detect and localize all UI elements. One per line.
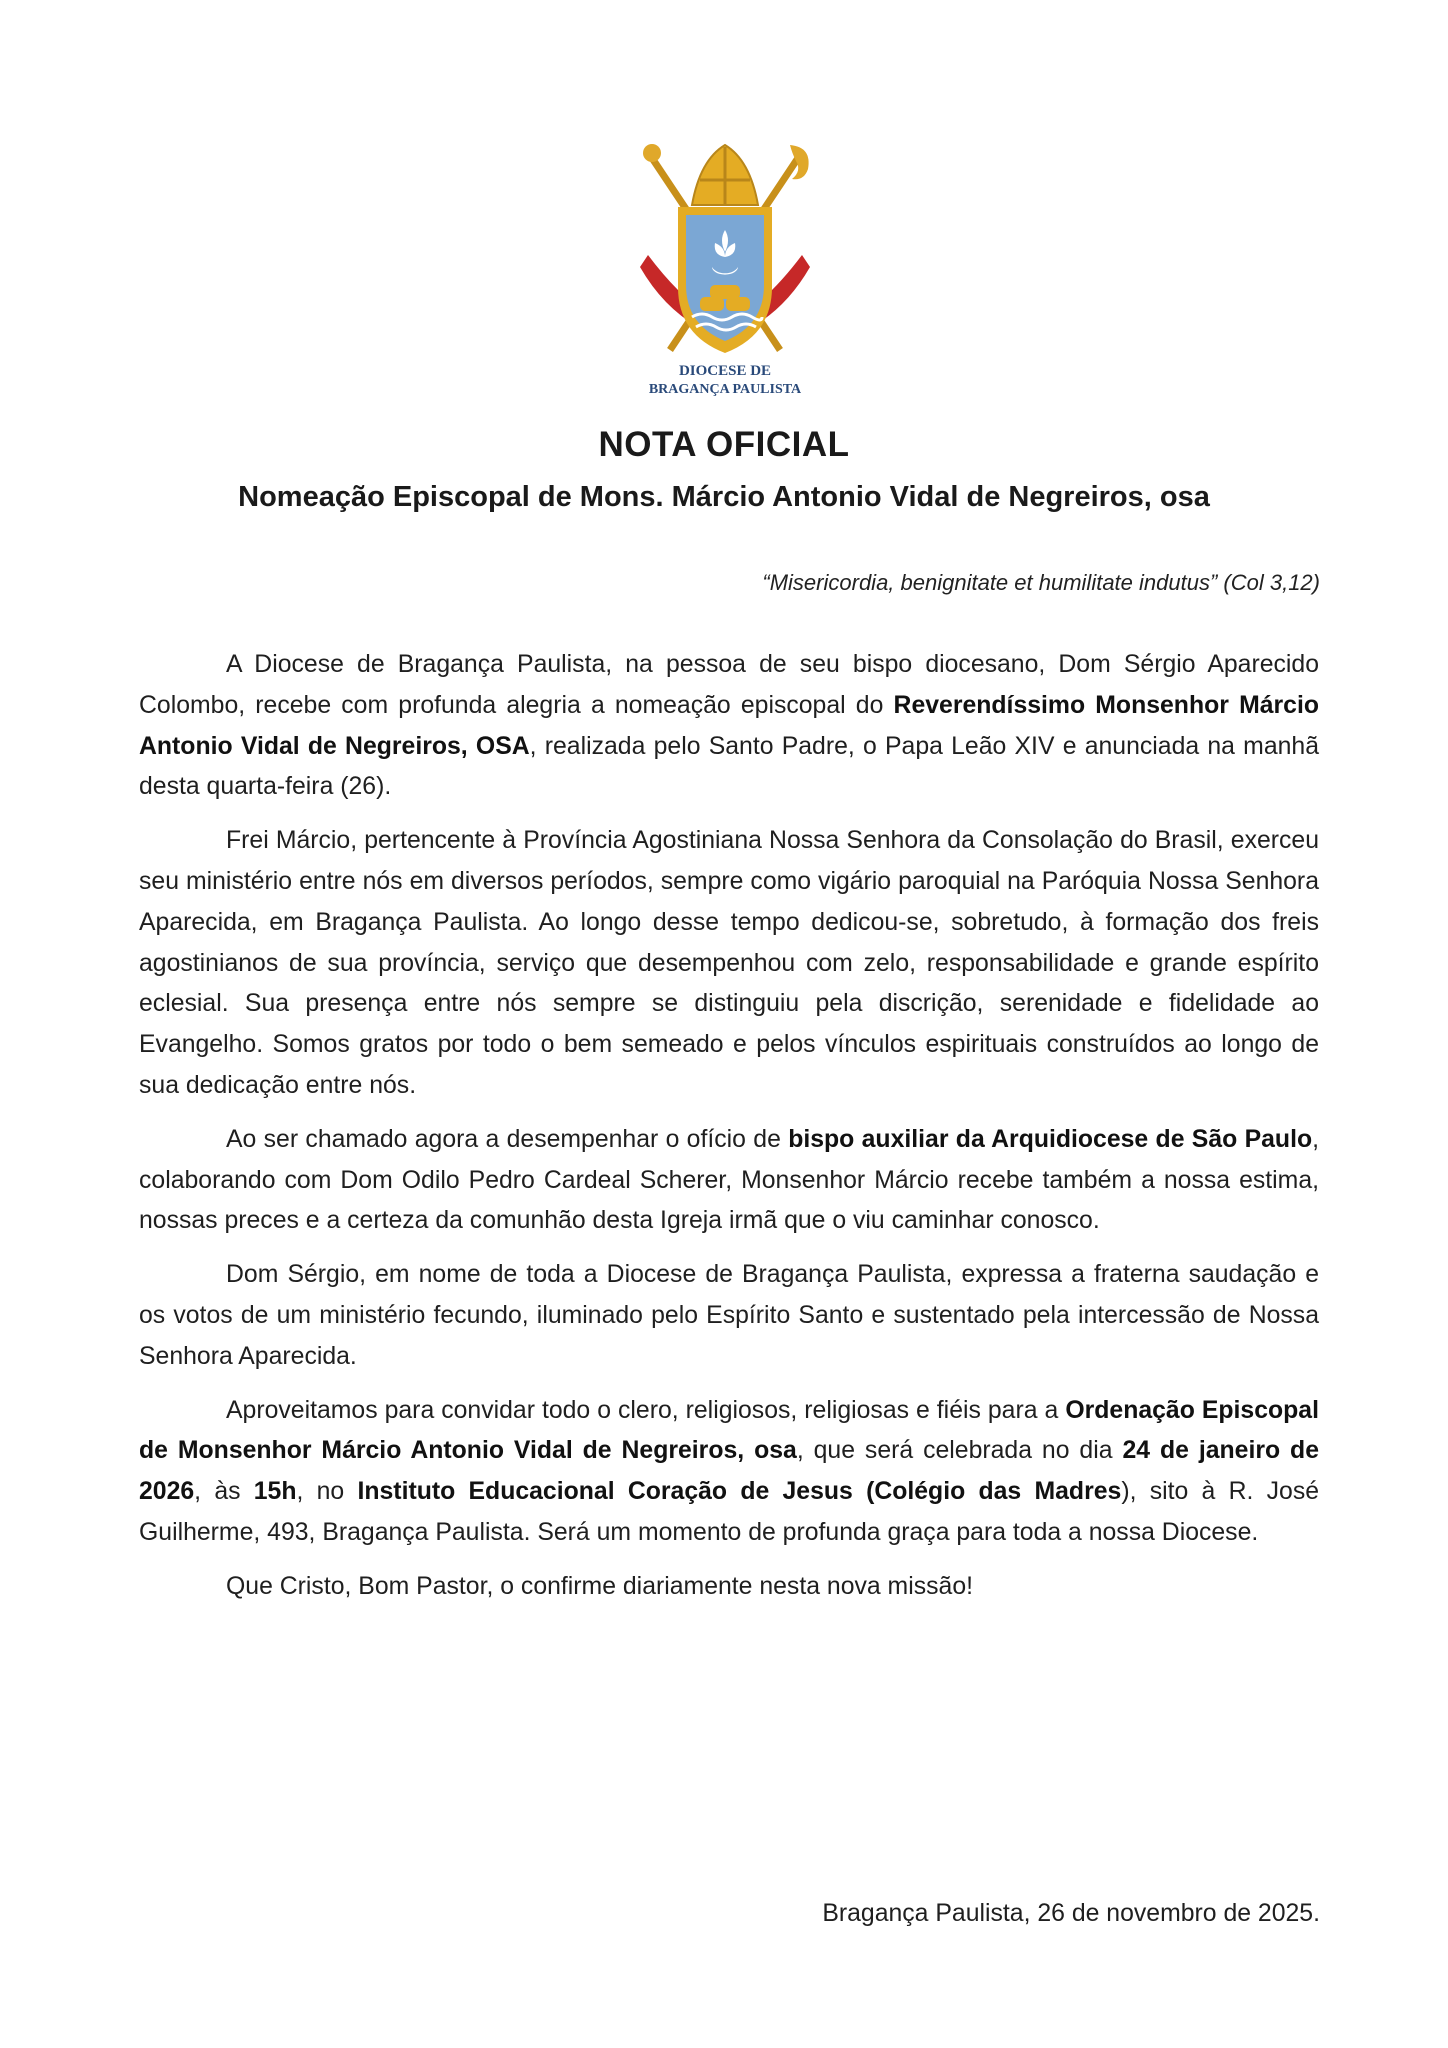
paragraph-1: A Diocese de Bragança Paulista, na pessoa de seu bispo diocesano, Dom Sérgio Aparecido Colombo, recebe com profunda alegria a nomeação episcopal do Reverendíssimo Monsenhor Márcio Antonio Vidal de Negreiros, OSA, realizada pelo Santo Padre, o Papa Leão XIV e anunciada na manhã desta quarta-feira (26). [139, 651, 1319, 801]
paragraph-3: Ao ser chamado agora a desempenhar o ofício de bispo auxiliar da Arquidiocese de São Paulo, colaborando com Dom Odilo Pedro Cardeal Scherer, Monsenhor Márcio recebe também a nossa estima, nossas preces e a certeza da comunhão desta Igreja irmã que o viu caminhar conosco. [139, 1125, 1320, 1235]
diocese-coat-of-arms-icon [630, 135, 820, 397]
paragraph-2: Frei Márcio, pertencente à Província Agostiniana Nossa Senhora da Consolação do Brasil, exerceu seu ministério entre nós em diversos períodos, sempre como vigário paroquial na Paróquia Nossa Senhora Aparecida, em Bragança Paulista. Ao longo desse tempo dedicou-se, sobretudo, à formação dos freis agostinianos de sua província, serviço que desempenhou com zelo, responsabilidade e grande espírito eclesial. Sua presença entre nós sempre se distinguiu pela discrição, serenidade e fidelidade ao Evangelho. Somos gratos por todo o bem semeado e pelos vínculos espirituais construídos ao longo de sua dedicação entre nós. [139, 827, 1319, 1099]
document-title: NOTA OFICIAL [598, 425, 850, 464]
crest-svg [630, 135, 820, 397]
paragraph-5: Aproveitamos para convidar todo o clero, religiosos, religiosas e fiéis para a Ordenação Episcopal de Monsenhor Márcio Antonio Vidal de Negreiros, osa, que será celebrada no dia 24 de janeiro de 2026, às 15h, no Instituto Educacional Coração de Jesus (Colégio das Madres), sito à R. José Guilherme, 493, Bragança Paulista. Será um momento de profunda graça para toda a nossa Diocese. [139, 1396, 1320, 1546]
logo-line2: BRAGANÇA PAULISTA [648, 382, 802, 397]
logo-line1: DIOCESE DE [678, 363, 772, 379]
paragraph-6: Que Cristo, Bom Pastor, o confirme diariamente nesta nova missão! [226, 1572, 973, 1600]
document-body [139, 645, 1319, 1621]
paragraph-4: Dom Sérgio, em nome de toda a Diocese de Bragança Paulista, expressa a fraterna saudação e os votos de um ministério fecundo, iluminado pelo Espírito Santo e sustentado pela intercessão de Nossa Senhora Aparecida. [139, 1261, 1319, 1370]
document-subtitle: Nomeação Episcopal de Mons. Márcio Antonio Vidal de Negreiros, osa [238, 481, 1210, 513]
signoff-date: Bragança Paulista, 26 de novembro de 2025. [822, 1900, 1320, 1927]
epigraph-quote: “Misericordia, benignitate et humilitate indutus” (Col 3,12) [762, 570, 1320, 595]
